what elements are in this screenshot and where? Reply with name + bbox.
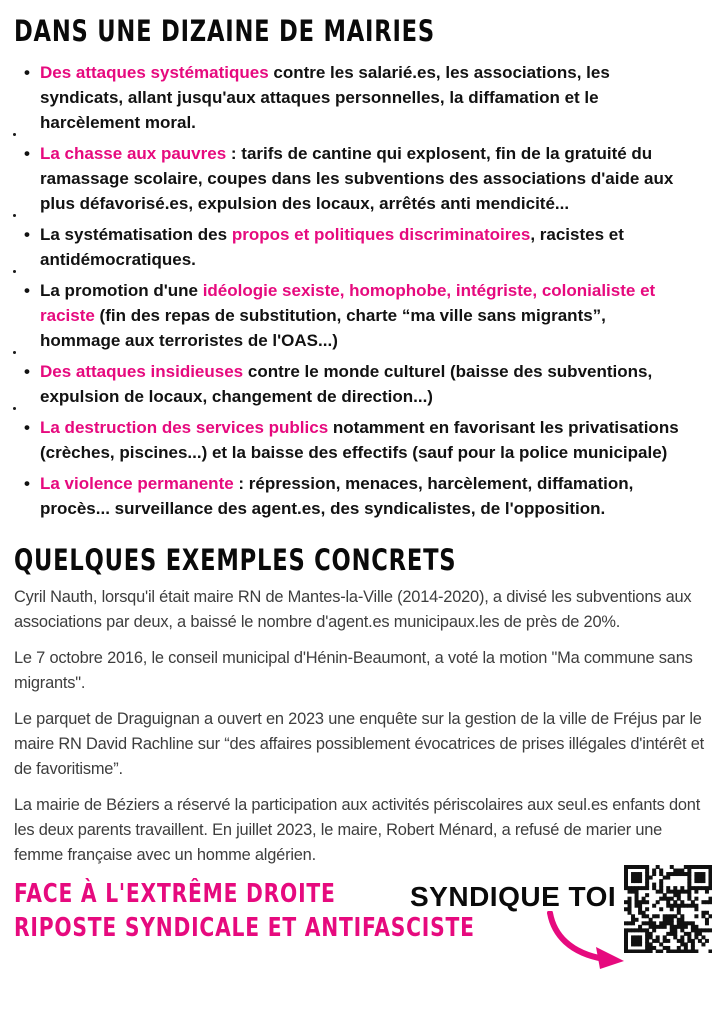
bullet-text: contre le monde culturel (baisse des subventions, expulsion de locaux, changement de direction...) — [40, 362, 653, 406]
bullet-highlight: La destruction des services publics — [40, 418, 329, 437]
heading-mairies: DANS UNE DIZAINE DE MAIRIES — [14, 14, 435, 48]
bullet-item — [24, 471, 684, 521]
bullet-item — [24, 278, 684, 353]
cta-syndique-toi: SYNDIQUE TOI — [410, 881, 617, 912]
stray-bullet-dot — [13, 133, 16, 136]
bullet-highlight: idéologie sexiste, homophobe, intégriste, colonialiste et raciste — [40, 281, 656, 325]
stray-bullet-dot — [13, 351, 16, 354]
bullet-text: , racistes et antidémocratiques. — [40, 225, 624, 269]
example-paragraph: Le 7 octobre 2016, le conseil municipal d'Hénin-Beaumont, a voté la motion "Ma commune sans migrants". — [14, 649, 693, 692]
section-exemples — [14, 545, 710, 868]
bullet-list — [14, 60, 684, 521]
bullet-text: : répression, menaces, harcèlement, diffamation, procès... surveillance des agent.es, des syndicalistes, de l'opposition. — [40, 474, 634, 518]
stray-bullet-dot — [13, 270, 16, 273]
bullet-icon: • — [24, 225, 30, 244]
bullet-text: (fin des repas de substitution, charte “ma ville sans migrants”, hommage aux terroristes de l'OAS...) — [40, 306, 606, 350]
bullet-item — [24, 60, 684, 135]
bullet-icon: • — [24, 362, 30, 381]
example-paragraph: Le parquet de Draguignan a ouvert en 2023 une enquête sur la gestion de la ville de Fréjus par le maire RN David Rachline sur “des affaires possiblement évocatrices de prises illégales d'intérêt et de favoritisme”. — [14, 710, 704, 778]
bullet-item — [24, 415, 684, 465]
stray-bullet-dot — [13, 407, 16, 410]
bullet-item — [24, 222, 684, 272]
slogan-line-2: RIPOSTE SYNDICALE ET ANTIFASCISTE — [14, 913, 475, 943]
qr-code — [624, 865, 712, 953]
bullet-highlight: propos et politiques discriminatoires — [231, 225, 531, 244]
bullet-item — [24, 141, 684, 216]
example-paragraph: La mairie de Béziers a réservé la participation aux activités périscolaires aux seul.es enfants dont les deux parents travaillent. En juillet 2023, le maire, Robert Ménard, a refusé de marier une femme française avec un homme algérien. — [14, 796, 701, 864]
bullet-text: La systématisation des — [40, 225, 232, 244]
curved-arrow-icon — [542, 911, 634, 969]
bullet-text: notamment en favorisant les privatisations (crèches, piscines...) et la baisse des effectifs (sauf pour la police municipale) — [40, 418, 679, 462]
example-paragraph: Cyril Nauth, lorsqu'il était maire RN de Mantes-la-Ville (2014-2020), a divisé les subventions aux associations par deux, a baissé le nombre d'agent.es municipaux.les de près de 20%. — [14, 588, 692, 631]
footer — [14, 875, 710, 965]
bullet-icon: • — [24, 418, 30, 437]
stray-bullet-dot — [13, 214, 16, 217]
example-paragraphs — [14, 585, 710, 868]
bullet-icon: • — [24, 281, 30, 300]
bullet-highlight: Des attaques insidieuses — [40, 362, 244, 381]
bullet-text: contre les salarié.es, les associations, les syndicats, allant jusqu'aux attaques personnelles, la diffamation et le harcèlement moral. — [40, 63, 610, 132]
bullet-highlight: La violence permanente — [40, 474, 234, 493]
bullet-text: : tarifs de cantine qui explosent, fin de la gratuité du ramassage scolaire, coupes dans les subventions des associations d'aide aux plus défavorisé.es, expulsion des locaux, arrêtés anti mendicité... — [40, 144, 674, 213]
bullet-text: La promotion d'une — [40, 281, 203, 300]
bullet-item — [24, 359, 684, 409]
section-mairies — [14, 16, 710, 521]
bullet-icon: • — [24, 144, 30, 163]
bullet-highlight: La chasse aux pauvres — [40, 144, 227, 163]
heading-exemples: QUELQUES EXEMPLES CONCRETS — [14, 543, 457, 577]
bullet-icon: • — [24, 474, 30, 493]
slogan-line-1: FACE À L'EXTRÊME DROITE — [14, 879, 336, 909]
bullet-highlight: Des attaques systématiques — [40, 63, 269, 82]
bullet-icon: • — [24, 63, 30, 82]
